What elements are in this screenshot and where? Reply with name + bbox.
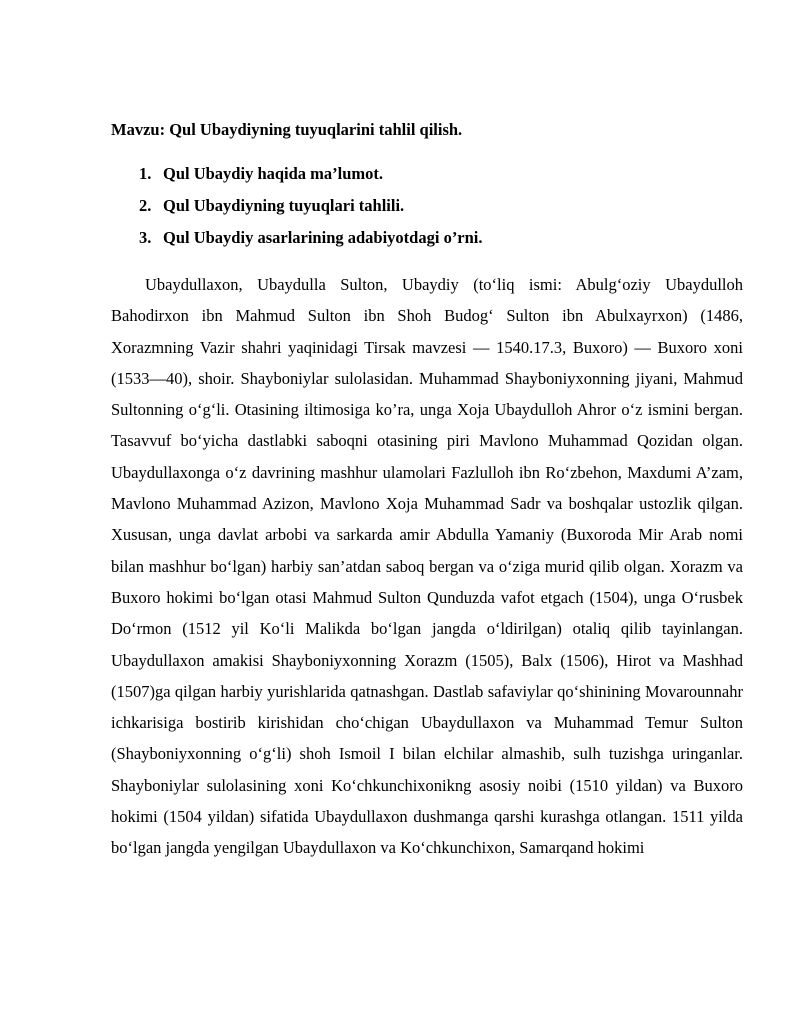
plan-item-text: Qul Ubaydiy haqida ma’lumot. [163, 164, 384, 183]
plan-item-number: 1. [139, 164, 152, 183]
body-paragraph: Ubaydullaxon, Ubaydulla Sulton, Ubaydiy (toʻliq ismi: Abulgʻoziy Ubaydulloh Bahodirxon ibn Mahmud Sulton ibn Shoh Budogʻ Sulton ibn Abulxayrxon) (1486, Xorazmning Vazir shahri yaqinidagi Tirsak mavzesi — 1540.17.3, Buxoro) — Buxoro xoni (1533—40), shoir. Shayboniylar sulolasidan. Muhammad Shayboniyxonning jiyani, Mahmud Sultonning oʻgʻli. Otasining iltimosiga ko’ra, unga Xoja Ubaydulloh Ahror oʻz ismini bergan. Tasavvuf boʻyicha dastlabki saboqni otasining piri Mavlono Muhammad Qozidan olgan. Ubaydullaxonga oʻz davrining mashhur ulamolari Fazlulloh ibn Roʻzbehon, Maxdumi A’zam, Mavlono Muhammad Azizon, Mavlono Xoja Muhammad Sadr va boshqalar ustozlik qilgan. Xususan, unga davlat arbobi va sarkarda amir Abdulla Yamaniy (Buxoroda Mir Arab nomi bilan mashhur boʻlgan) harbiy san’atdan saboq bergan va oʻziga murid qilib olgan. Xorazm va Buxoro hokimi boʻlgan otasi Mahmud Sulton Qunduzda vafot etgach (1504), unga Oʻrusbek Doʻrmon (1512 yil Koʻli Malikda boʻlgan jangda oʻldirilgan) otaliq qilib tayinlangan. Ubaydullaxon amakisi Shayboniyxonning Xorazm (1505), Balx (1506), Hirot va Mashhad (1507)ga qilgan harbiy yurishlarida qatnashgan. Dastlab safaviylar qoʻshinining Movarounnahr ichkarisiga bostirib kirishidan choʻchigan Ubaydullaxon va Muhammad Temur Sulton (Shayboniyxonning oʻgʻli) shoh Ismoil I bilan elchilar almashib, sulh tuzishga uringanlar. Shayboniylar sulolasining xoni Koʻchkunchixonikng asosiy noibi (1510 yildan) va Buxoro hokimi (1504 yildan) sifatida Ubaydullaxon dushmanga qarshi kurashga otlangan. 1511 yilda boʻlgan jangda yengilgan Ubaydullaxon va Koʻchkunchixon, Samarqand hokimi [111, 275, 743, 858]
plan-item-number: 3. [139, 228, 152, 247]
plan-item [139, 163, 483, 195]
plan-item-number: 2. [139, 196, 152, 215]
document-topic-heading: Mavzu: Qul Ubaydiyning tuyuqlarini tahlil qilish. [111, 120, 463, 139]
plan-item-text: Qul Ubaydiyning tuyuqlari tahlili. [163, 196, 405, 215]
topic-plan-list [139, 163, 483, 259]
plan-item [139, 195, 483, 227]
plan-item-text: Qul Ubaydiy asarlarining adabiyotdagi o’rni. [163, 228, 483, 247]
plan-item [139, 227, 483, 259]
